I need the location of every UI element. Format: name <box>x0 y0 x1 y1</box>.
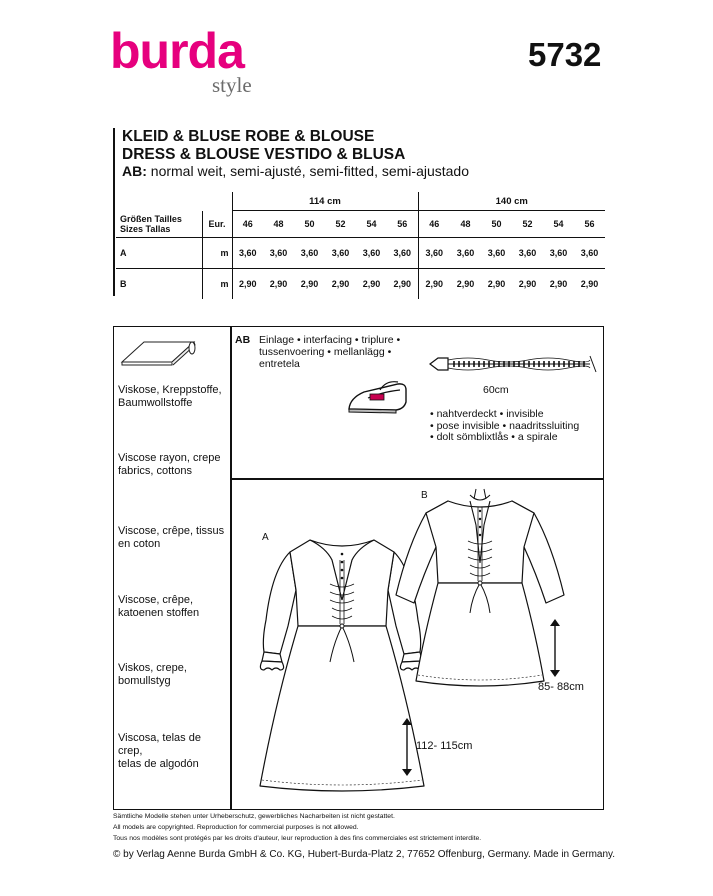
fabric-fr: Viscose, crêpe, tissus en coton <box>118 525 225 550</box>
length-a: 112- 115cm <box>416 740 473 752</box>
notions-label: AB <box>235 334 251 346</box>
fit-description <box>122 162 469 180</box>
interfacing-text: Einlage • interfacing • triplure • tussenvoering • mellanlägg • entretela <box>259 334 401 370</box>
yardage-cell: 2,90 <box>232 269 263 300</box>
yardage-cell: 3,60 <box>294 238 325 269</box>
fabric-en: Viscose rayon, crepe fabrics, cottons <box>118 452 221 477</box>
yardage-cell: 2,90 <box>574 269 605 300</box>
unit-label: m <box>202 238 232 269</box>
fabric-roll-icon <box>118 334 198 374</box>
brand-logo: burda <box>110 23 244 79</box>
size-cell: 50 <box>491 219 502 229</box>
view-label: B <box>116 269 202 300</box>
size-label: Größen Tailles Sizes Tallas <box>120 213 182 234</box>
blouse-b-illustration <box>390 485 570 695</box>
yardage-table <box>116 192 605 299</box>
legal-de: Sämtliche Modelle stehen unter Urheberschutz, gewerbliches Nacharbeiten ist nicht gestattet. <box>113 813 395 820</box>
table-row <box>116 238 605 269</box>
unit-label: m <box>202 269 232 300</box>
yardage-cell: 3,60 <box>232 238 263 269</box>
eur-label: Eur. <box>202 211 232 238</box>
yardage-cell: 3,60 <box>387 238 418 269</box>
yardage-cell: 2,90 <box>418 269 450 300</box>
fabric-es: Viscosa, telas de crep, telas de algodón <box>118 732 201 770</box>
legal-fr: Tous nos modèles sont protégés par les droits d'auteur, leur reproduction à des fins commerciales est strictement interdite. <box>113 835 482 842</box>
fabric-nl: Viscose, crêpe, katoenen stoffen <box>118 594 200 619</box>
yardage-cell: 3,60 <box>418 238 450 269</box>
width-140-header: 140 cm <box>418 192 605 211</box>
table-row <box>116 269 605 300</box>
yardage-cell: 2,90 <box>543 269 574 300</box>
size-cell: 54 <box>366 219 377 229</box>
yardage-cell: 2,90 <box>481 269 512 300</box>
yardage-cell: 2,90 <box>325 269 356 300</box>
yardage-cell: 3,60 <box>263 238 294 269</box>
copyright: © by Verlag Aenne Burda GmbH & Co. KG, Hubert-Burda-Platz 2, 77652 Offenburg, Germany. Made in Germany. <box>113 849 616 860</box>
fabric-de: Viskose, Kreppstoffe, Baumwollstoffe <box>118 384 222 409</box>
size-cell: 46 <box>232 211 263 238</box>
yardage-cell: 3,60 <box>512 238 543 269</box>
yardage-cell: 3,60 <box>325 238 356 269</box>
fabric-sv: Viskos, crepe, bomullstyg <box>118 662 187 687</box>
yardage-cell: 3,60 <box>574 238 605 269</box>
size-cell: 56 <box>584 219 595 229</box>
pattern-number: 5732 <box>528 36 602 73</box>
title-line-2: DRESS & BLOUSE VESTIDO & BLUSA <box>122 146 406 163</box>
yardage-cell: 3,60 <box>481 238 512 269</box>
fit-text: normal weit, semi-ajusté, semi-fitted, semi-ajustado <box>146 163 469 179</box>
length-b: 85- 88cm <box>538 681 584 693</box>
yardage-cell: 2,90 <box>294 269 325 300</box>
size-cell: 48 <box>460 219 471 229</box>
width-114-header: 114 cm <box>232 192 418 211</box>
view-b-label: B <box>421 490 428 501</box>
size-cell: 52 <box>522 219 533 229</box>
yardage-cell: 2,90 <box>356 269 387 300</box>
zipper-icon <box>428 350 598 382</box>
yardage-cell: 2,90 <box>450 269 481 300</box>
yardage-cell: 3,60 <box>543 238 574 269</box>
size-cell: 46 <box>418 211 450 238</box>
length-arrow-a-icon <box>400 717 414 777</box>
size-cell: 50 <box>304 219 315 229</box>
title-rule <box>113 128 115 296</box>
iron-icon <box>346 376 412 416</box>
size-cell: 52 <box>335 219 346 229</box>
zip-length: 60cm <box>483 384 509 396</box>
length-arrow-b-icon <box>548 618 562 678</box>
yardage-cell: 2,90 <box>263 269 294 300</box>
view-label: A <box>116 238 202 269</box>
title-line-1: KLEID & BLUSE ROBE & BLOUSE <box>122 128 375 145</box>
size-cell: 48 <box>273 219 284 229</box>
yardage-cell: 3,60 <box>356 238 387 269</box>
yardage-cell: 2,90 <box>512 269 543 300</box>
view-a-label: A <box>262 532 269 543</box>
size-cell: 54 <box>553 219 564 229</box>
yardage-cell: 3,60 <box>450 238 481 269</box>
legal-en: All models are copyrighted. Reproduction for commercial purposes is not allowed. <box>113 824 359 831</box>
size-cell: 56 <box>397 219 408 229</box>
yardage-cell: 2,90 <box>387 269 418 300</box>
brand-logo-sub: style <box>212 73 252 97</box>
zip-description: • nahtverdeckt • invisible • pose invisible • naadritssluiting • dolt sömblixtlås • a spirale <box>430 408 580 443</box>
fit-label: AB: <box>122 163 147 179</box>
